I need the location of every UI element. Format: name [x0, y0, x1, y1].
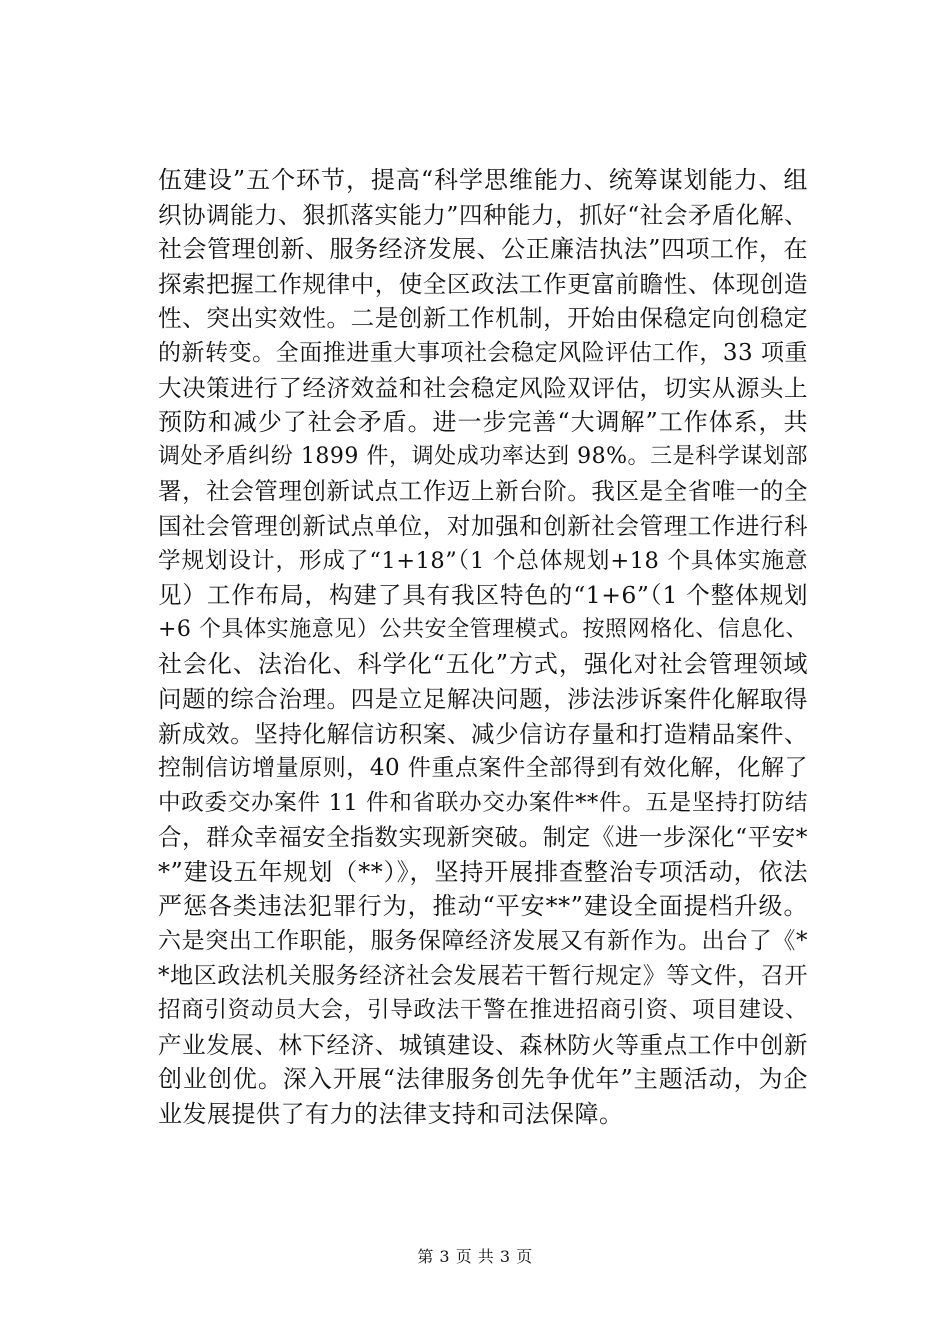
text-line: 产业发展、林下经济、城镇建设、森林防火等重点工作中创新 [158, 1030, 808, 1059]
text-line: 社会化、法治化、科学化“五化”方式，强化对社会管理领域 [158, 650, 808, 679]
text-line: 织协调能力、狠抓落实能力”四种能力，抓好“社会矛盾化解、 [158, 200, 808, 229]
text-line: 预防和减少了社会矛盾。进一步完善“大调解”工作体系，共 [158, 408, 808, 437]
text-line: 新成效。坚持化解信访积案、减少信访存量和打造精品案件、 [158, 719, 808, 748]
text-line: 业发展提供了有力的法律支持和司法保障。 [158, 1100, 624, 1129]
text-line: 问题的综合治理。四是立足解决问题，涉法涉诉案件化解取得 [158, 684, 808, 713]
text-line: 见）工作布局，构建了具有我区特色的“1+6”（1 个整体规划 [158, 581, 808, 610]
text-line: 性、突出实效性。二是创新工作机制，开始由保稳定向创稳定 [158, 304, 808, 333]
text-line: 调处矛盾纠纷 1899 件，调处成功率达到 98%。三是科学谋划部 [158, 443, 808, 469]
text-line: 伍建设”五个环节，提高“科学思维能力、统筹谋划能力、组 [158, 166, 808, 194]
text-line: 大决策进行了经济效益和社会稳定风险双评估，切实从源头上 [158, 373, 808, 402]
text-line: 控制信访增量原则，40 件重点案件全部得到有效化解，化解了 [158, 755, 808, 782]
body-paragraph [158, 163, 808, 1132]
text-line: *”建设五年规划（**）》，坚持开展排查整治专项活动，依法 [158, 857, 808, 886]
text-line: 六是突出工作职能，服务保障经济发展又有新作为。出台了《* [158, 928, 808, 955]
text-line: 严惩各类违法犯罪行为，推动“平安**”建设全面提档升级。 [158, 892, 808, 921]
text-line: 署，社会管理创新试点工作迈上新台阶。我区是全省唯一的全 [158, 477, 808, 506]
text-line: *地区政法机关服务经济社会发展若干暂行规定》等文件，召开 [158, 962, 808, 989]
text-line: 国社会管理创新试点单位，对加强和创新社会管理工作进行科 [158, 511, 808, 540]
text-line: 的新转变。全面推进重大事项社会稳定风险评估工作，33 项重 [158, 339, 808, 366]
text-line: 创业创优。深入开展“法律服务创先争优年”主题活动，为企 [158, 1065, 808, 1094]
text-line: 合，群众幸福安全指数实现新突破。制定《进一步深化“平安* [158, 823, 808, 852]
text-line: 中政委交办案件 11 件和省联办交办案件**件。五是坚持打防结 [158, 789, 808, 816]
text-line: 学规划设计，形成了“1+18”（1 个总体规划+18 个具体实施意 [158, 547, 808, 574]
text-line: +6 个具体实施意见）公共安全管理模式。按照网格化、信息化、 [158, 616, 808, 642]
text-line: 招商引资动员大会，引导政法干警在推进招商引资、项目建设、 [158, 997, 808, 1024]
page-number-footer: 第 3 页 共 3 页 [417, 1247, 533, 1266]
text-line: 探索把握工作规律中，使全区政法工作更富前瞻性、体现创造 [158, 269, 808, 298]
text-line: 社会管理创新、服务经济发展、公正廉洁执法”四项工作，在 [158, 235, 808, 264]
